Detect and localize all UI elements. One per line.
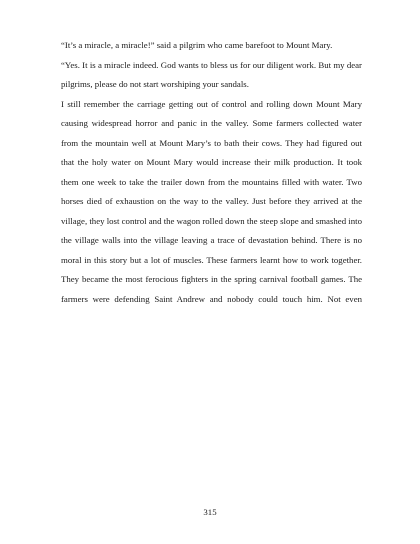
paragraph-carriage-story: I still remember the carriage getting out of control and rolling down Mount Mary causing widespread horror and panic in the valley. Some farmers collected water from the mountain well at Mount Mary’s to bath their cows. They had figured out that the holy water on Mount Mary would increase their milk production. It took them one week to take the trailer down from the mountains filled with water. Two horses died of exhaustion on the way to the valley. Just before they arrived at the village, they lost control and the wagon rolled down the steep slope and smashed into the village walls into the village leaving a trace of devastation behind. There is no moral in this story but a lot of muscles. These farmers learnt how to work together. They became the most ferocious fighters in the spring carnival football games. The farmers were defending Saint Andrew and nobody could touch him. Not even — [61, 98, 362, 304]
paragraph-miracle-reply: “Yes. It is a miracle indeed. God wants to bless us for our diligent work. But my dear pilgrims, please do not start worshiping your sandals. — [61, 59, 362, 89]
body-text — [61, 36, 362, 309]
paragraph-pilgrim-quote: “It’s a miracle, a miracle!” said a pilgrim who came barefoot to Mount Mary. — [61, 40, 333, 50]
page-number: 315 — [203, 507, 217, 517]
